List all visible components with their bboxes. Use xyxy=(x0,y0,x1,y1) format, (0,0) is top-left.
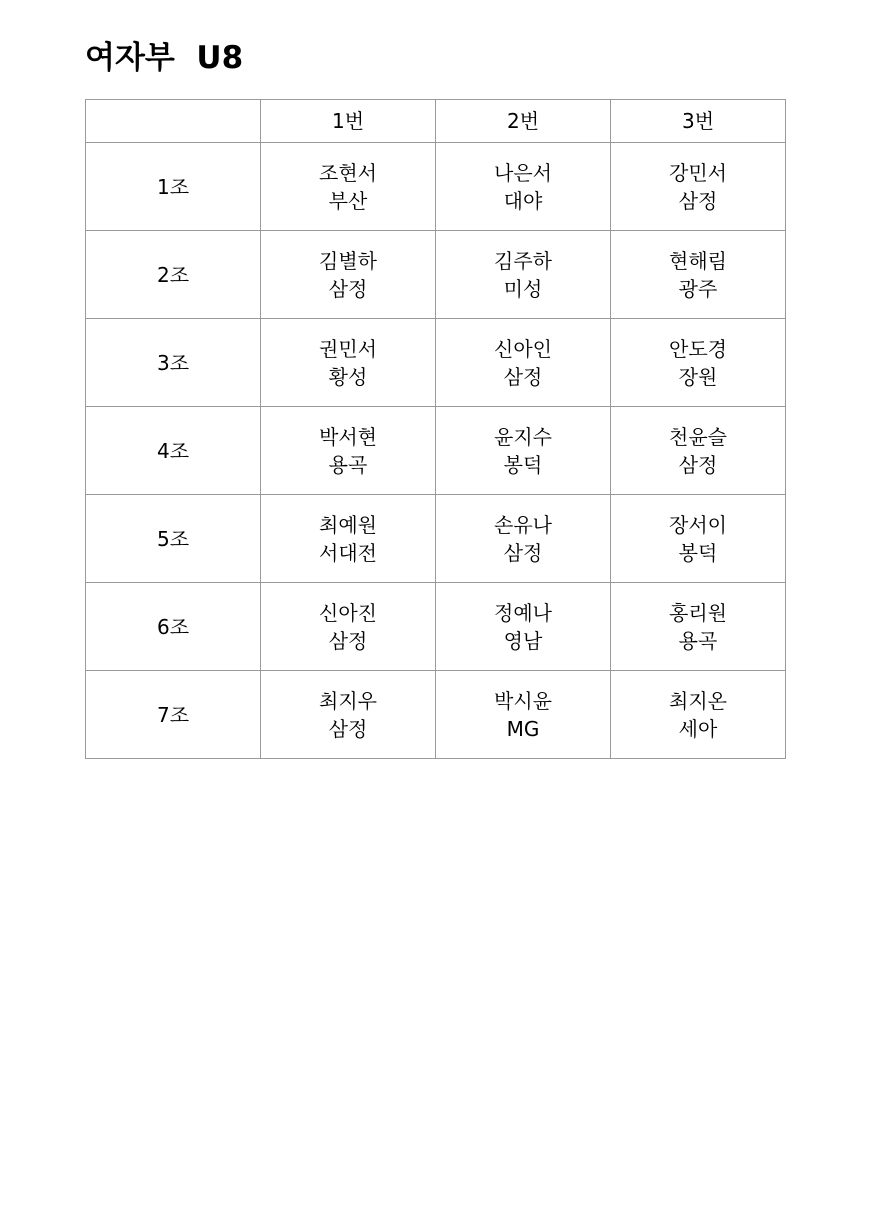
player-club: 봉덕 xyxy=(678,540,718,565)
table-row xyxy=(86,407,786,495)
table-row xyxy=(86,495,786,583)
player-club: MG xyxy=(506,716,540,741)
player-club: 삼정 xyxy=(503,540,543,565)
player-club: 삼정 xyxy=(678,188,718,213)
player-name: 윤지수 xyxy=(494,424,552,449)
player-club: 용곡 xyxy=(328,452,368,477)
player-cell xyxy=(611,231,786,319)
player-cell xyxy=(261,407,436,495)
player-club: 삼정 xyxy=(678,452,718,477)
header-row xyxy=(86,100,786,143)
player-cell xyxy=(261,495,436,583)
player-name: 천윤슬 xyxy=(669,424,727,449)
player-name: 현해림 xyxy=(669,248,727,273)
table-row xyxy=(86,143,786,231)
group-label: 6조 xyxy=(86,583,261,671)
player-cell xyxy=(261,583,436,671)
table-row xyxy=(86,231,786,319)
player-cell xyxy=(611,671,786,759)
player-club: 삼정 xyxy=(328,628,368,653)
player-name: 정예나 xyxy=(494,600,552,625)
player-club: 미성 xyxy=(503,276,543,301)
player-club: 봉덕 xyxy=(503,452,543,477)
player-club: 서대전 xyxy=(319,540,377,565)
player-cell xyxy=(436,671,611,759)
player-name: 김주하 xyxy=(494,248,552,273)
player-club: 장원 xyxy=(678,364,718,389)
player-cell xyxy=(261,143,436,231)
player-name: 박서현 xyxy=(319,424,377,449)
player-cell xyxy=(436,495,611,583)
player-name: 최지우 xyxy=(319,688,377,713)
group-label: 2조 xyxy=(86,231,261,319)
group-label: 4조 xyxy=(86,407,261,495)
player-name: 신아인 xyxy=(494,336,552,361)
player-club: 부산 xyxy=(328,188,368,213)
player-name: 안도경 xyxy=(669,336,727,361)
player-cell xyxy=(436,583,611,671)
player-cell xyxy=(261,231,436,319)
group-label: 7조 xyxy=(86,671,261,759)
group-label: 1조 xyxy=(86,143,261,231)
table-row xyxy=(86,319,786,407)
player-name: 김별하 xyxy=(319,248,377,273)
player-cell xyxy=(436,319,611,407)
table-row xyxy=(86,583,786,671)
player-name: 신아진 xyxy=(319,600,377,625)
player-cell xyxy=(261,319,436,407)
player-cell xyxy=(436,407,611,495)
player-name: 장서이 xyxy=(669,512,727,537)
player-cell xyxy=(436,231,611,319)
player-name: 홍리원 xyxy=(669,600,727,625)
player-cell xyxy=(261,671,436,759)
player-name: 박시윤 xyxy=(494,688,552,713)
player-club: 삼정 xyxy=(503,364,543,389)
player-club: 삼정 xyxy=(328,276,368,301)
player-name: 강민서 xyxy=(669,160,727,185)
header-position-2: 2번 xyxy=(436,100,611,143)
player-cell xyxy=(611,583,786,671)
group-label: 3조 xyxy=(86,319,261,407)
player-cell xyxy=(436,143,611,231)
table-row xyxy=(86,671,786,759)
player-club: 세아 xyxy=(678,716,718,741)
header-corner-cell xyxy=(86,100,261,143)
player-club: 영남 xyxy=(503,628,543,653)
player-cell xyxy=(611,319,786,407)
player-name: 조현서 xyxy=(319,160,377,185)
player-club: 대야 xyxy=(503,188,543,213)
player-club: 삼정 xyxy=(328,716,368,741)
player-cell xyxy=(611,495,786,583)
player-club: 용곡 xyxy=(678,628,718,653)
player-name: 최지온 xyxy=(669,688,727,713)
player-club: 황성 xyxy=(328,364,368,389)
player-name: 권민서 xyxy=(319,336,377,361)
player-club: 광주 xyxy=(678,276,718,301)
player-name: 최예원 xyxy=(319,512,377,537)
player-cell xyxy=(611,143,786,231)
player-name: 나은서 xyxy=(494,160,552,185)
player-name: 손유나 xyxy=(494,512,552,537)
header-position-3: 3번 xyxy=(611,100,786,143)
group-table xyxy=(85,99,786,759)
player-cell xyxy=(611,407,786,495)
group-label: 5조 xyxy=(86,495,261,583)
header-position-1: 1번 xyxy=(261,100,436,143)
page-title: 여자부 U8 xyxy=(85,40,244,76)
